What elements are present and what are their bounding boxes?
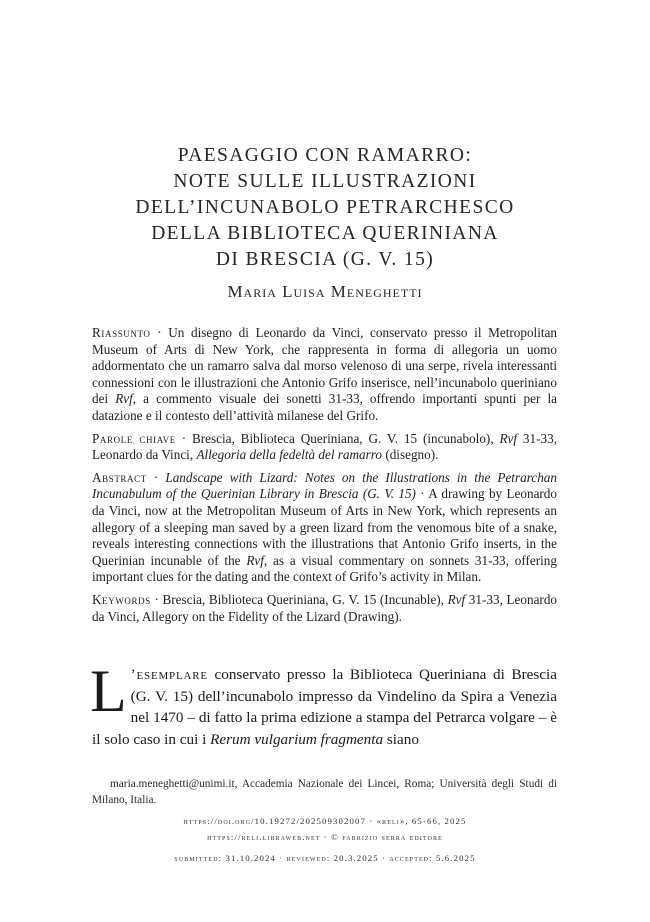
title-line: PAESAGGIO CON RAMARRO:	[177, 145, 473, 166]
riassunto-text: · Un disegno di Leonardo da Vinci, conservato presso il Metropolitan Museum of Arts di New York, che rappresenta in forma di allegoria un uomo addormentato che un ramarro salva dal morso velenoso di una serpe, rivela interessanti connessioni con le illustrazioni che Antonio Grifo inserisce, nell’incunabolo queriniano dei	[92, 325, 557, 407]
keywords-italic: Rvf	[447, 591, 466, 607]
parole-chiave-italic: Rvf	[499, 430, 518, 446]
keywords-text: · Brescia, Biblioteca Queriniana, G. V. 15 (Incunable),	[150, 591, 448, 607]
author-name: Maria Luisa Meneghetti	[227, 282, 423, 301]
parole-chiave-text: · Brescia, Biblioteca Queriniana, G. V. 15 (incunabolo),	[175, 430, 500, 446]
drop-cap: L	[90, 658, 127, 724]
body-italic: Rerum vulgarium fragmenta	[210, 730, 384, 748]
parole-chiave-text: 31-33, Leonardo da Vinci,	[92, 430, 557, 463]
abstracts-block	[92, 325, 557, 631]
parole-chiave-label: Parole chiave	[92, 430, 176, 446]
abstract-title-italic: Landscape with Lizard: Notes on the Illustrations in the Petrarchan Incunabulum of the Querinian Library in Brescia (G. V. 15)	[92, 469, 557, 502]
abstract-text: , as a visual commentary on sonnets 31-33, offering important clues for the dating and the context of Grifo’s activity in Milan.	[92, 552, 557, 585]
body-text: siano	[383, 730, 419, 748]
title-line: DELLA BIBLIOTECA QUERINIANA	[151, 223, 499, 244]
riassunto-text: , a commento visuale dei sonetti 31-33, offrendo importanti spunti per la datazione e il contesto dell’attività milanese del Grifo.	[92, 391, 557, 423]
abstract-paragraph	[92, 470, 557, 586]
title-line: NOTE SULLE ILLUSTRAZIONI	[173, 171, 477, 192]
riassunto-italic: Rvf	[115, 391, 133, 407]
title-line: DELL’INCUNABOLO PETRARCHESCO	[135, 197, 515, 218]
keywords-text: 31-33, Leonardo da Vinci, Allegory on the Fidelity of the Lizard (Drawing).	[92, 591, 558, 624]
author-affiliation-footnote: maria.meneghetti@unimi.it, Accademia Nazionale dei Lincei, Roma; Università degli Studi di Milano, Italia.	[92, 778, 557, 806]
doi-line: https://doi.org/10.19272/202509302007 · «reli», 65-66, 2025	[183, 816, 467, 826]
abstract-italic: Rvf	[246, 552, 264, 568]
parole-chiave-text: (disegno).	[382, 447, 439, 463]
submission-dates-line: submitted: 31.10.2024 · reviewed: 20.3.2025 · accepted: 5.6.2025	[174, 853, 476, 863]
parole-chiave-italic: Allegoria della fedeltà del ramarro	[196, 447, 383, 463]
abstract-label: Abstract	[92, 469, 147, 485]
title-line: DI BRESCIA (G. V. 15)	[215, 249, 435, 270]
riassunto-label: Riassunto	[92, 325, 151, 340]
article-title	[95, 143, 555, 273]
keywords-label: Keywords	[92, 591, 151, 607]
abstract-text: · A drawing by Leonardo da Vinci, now at the Metropolitan Museum of Arts in New York, which represents an allegory of a sleeping man saved by a green lizard from the venomous bite of a snake, reveals interesting connections with the illustrations that Antonio Grifo inserts, in the Querinian incunable of the	[92, 486, 557, 568]
keywords-paragraph	[92, 592, 557, 625]
body-paragraph	[90, 658, 557, 750]
body-text: conservato presso la Biblioteca Queriniana di Brescia (G. V. 15) dell’incunabolo impresso da Vindelino da Spira a Venezia nel 1470 – di fatto la prima edizione a stampa del Petrarca volgare – è il solo caso in cui i	[92, 666, 557, 748]
publisher-line: https://reli.libraweb.net · © fabrizio serra editore	[207, 832, 443, 842]
riassunto-paragraph	[92, 325, 557, 425]
parole-chiave-paragraph	[92, 431, 557, 464]
paragraph-opener: ’esemplare	[130, 666, 208, 683]
abstract-text: ·	[146, 469, 166, 485]
